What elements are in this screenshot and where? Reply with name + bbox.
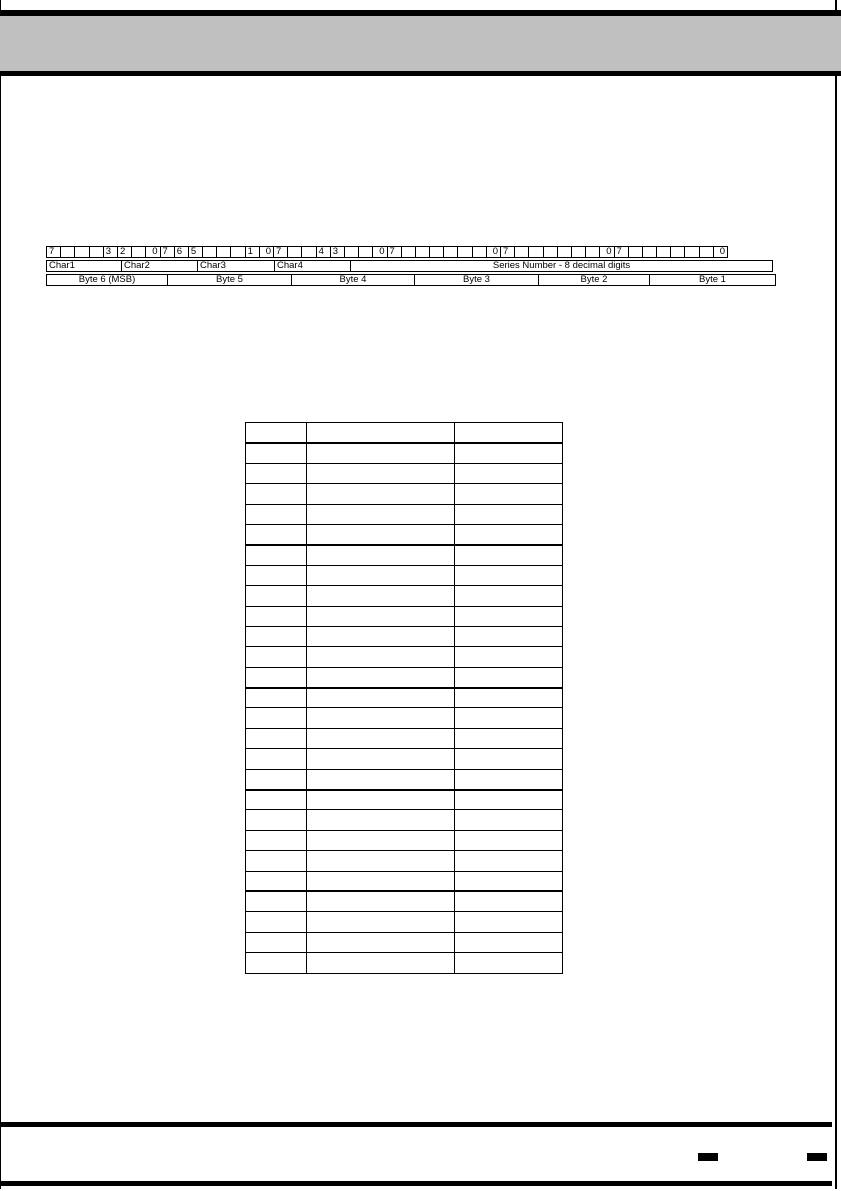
table-cell xyxy=(246,484,307,504)
table-row xyxy=(246,851,563,871)
table-cell xyxy=(246,810,307,830)
table-cell xyxy=(455,708,563,728)
table-row xyxy=(246,953,563,973)
table-cell xyxy=(307,851,455,871)
bit-cell xyxy=(585,246,600,258)
table-cell xyxy=(307,626,455,646)
table-row xyxy=(246,423,563,443)
table-cell xyxy=(246,606,307,626)
table-row xyxy=(246,484,563,504)
table-cell xyxy=(455,953,563,973)
table-row xyxy=(246,769,563,789)
footer-mark-right xyxy=(807,1153,827,1161)
table-cell xyxy=(455,749,563,769)
table-cell xyxy=(455,830,563,850)
bit-cell xyxy=(670,246,685,258)
table-cell xyxy=(307,443,455,463)
table-row xyxy=(246,688,563,708)
bit-cell: 7 xyxy=(46,246,61,258)
table-cell xyxy=(307,667,455,687)
bit-cell xyxy=(528,246,543,258)
table-cell xyxy=(455,647,563,667)
byte-2: Byte 2 xyxy=(538,274,650,286)
table-cell xyxy=(307,790,455,810)
bit-cell: 7 xyxy=(614,246,629,258)
bit-cell xyxy=(301,246,316,258)
table-cell xyxy=(246,565,307,585)
table-cell xyxy=(307,953,455,973)
bit-cell: 1 xyxy=(245,246,260,258)
table-cell xyxy=(455,728,563,748)
bit-cell xyxy=(202,246,217,258)
table-cell xyxy=(455,423,563,443)
table-cell xyxy=(455,463,563,483)
bit-cell xyxy=(216,246,231,258)
table-cell xyxy=(246,626,307,646)
table-cell xyxy=(307,688,455,708)
table-cell xyxy=(455,545,563,565)
table-cell xyxy=(246,932,307,952)
bit-cell xyxy=(131,246,146,258)
bit-cell: 0 xyxy=(259,246,274,258)
table-cell xyxy=(455,688,563,708)
table-cell xyxy=(455,504,563,524)
table-cell xyxy=(307,769,455,789)
table-cell xyxy=(307,463,455,483)
table-cell xyxy=(246,769,307,789)
table-cell xyxy=(307,545,455,565)
table-row xyxy=(246,912,563,932)
bit-cell xyxy=(557,246,572,258)
table-cell xyxy=(307,586,455,606)
empty-table xyxy=(245,422,563,974)
bit-cell xyxy=(699,246,714,258)
field-char3: Char3 xyxy=(197,260,275,272)
field-char4: Char4 xyxy=(274,260,351,272)
field-char1: Char1 xyxy=(46,260,122,272)
bit-cell xyxy=(571,246,586,258)
table-cell xyxy=(246,851,307,871)
table-cell xyxy=(246,524,307,544)
bit-cell: 5 xyxy=(188,246,203,258)
table-cell xyxy=(246,647,307,667)
byte-1: Byte 1 xyxy=(649,274,776,286)
bit-cell: 0 xyxy=(486,246,501,258)
table-row xyxy=(246,749,563,769)
byte-4: Byte 4 xyxy=(291,274,415,286)
table-cell xyxy=(246,708,307,728)
table-cell xyxy=(246,912,307,932)
table-cell xyxy=(246,688,307,708)
table-cell xyxy=(455,810,563,830)
bit-cell xyxy=(642,246,657,258)
table-cell xyxy=(307,647,455,667)
byte-6: Byte 6 (MSB) xyxy=(46,274,168,286)
bit-cell xyxy=(543,246,558,258)
bit-cell xyxy=(656,246,671,258)
table-cell xyxy=(455,871,563,891)
byte-3: Byte 3 xyxy=(414,274,539,286)
bit-cell: 0 xyxy=(599,246,614,258)
table-cell xyxy=(246,891,307,911)
footer-mark-left xyxy=(698,1153,718,1161)
table-row xyxy=(246,871,563,891)
table-cell xyxy=(307,708,455,728)
table-row xyxy=(246,790,563,810)
table-cell xyxy=(307,810,455,830)
bit-cell xyxy=(358,246,373,258)
table-cell xyxy=(307,891,455,911)
table-cell xyxy=(307,524,455,544)
table-cell xyxy=(307,749,455,769)
table-cell xyxy=(307,606,455,626)
table-cell xyxy=(246,504,307,524)
table-cell xyxy=(246,545,307,565)
table-row xyxy=(246,504,563,524)
bit-cell xyxy=(415,246,430,258)
table-cell xyxy=(455,443,563,463)
table-cell xyxy=(455,769,563,789)
table-cell xyxy=(307,728,455,748)
bit-cell: 3 xyxy=(103,246,118,258)
bit-cell: 6 xyxy=(174,246,189,258)
table-cell xyxy=(246,790,307,810)
table-cell xyxy=(455,932,563,952)
bit-cell: 4 xyxy=(316,246,331,258)
bit-cell: 7 xyxy=(273,246,288,258)
table-cell xyxy=(246,953,307,973)
bit-cell xyxy=(401,246,416,258)
table-cell xyxy=(246,423,307,443)
table-row xyxy=(246,891,563,911)
bit-cell xyxy=(514,246,529,258)
table-cell xyxy=(307,484,455,504)
bit-cell: 7 xyxy=(500,246,515,258)
bit-cell xyxy=(443,246,458,258)
bit-cell xyxy=(472,246,487,258)
table-cell xyxy=(246,586,307,606)
table-cell xyxy=(455,851,563,871)
table-row xyxy=(246,524,563,544)
table-cell xyxy=(307,932,455,952)
field-char2: Char2 xyxy=(121,260,198,272)
table-row xyxy=(246,830,563,850)
table-row xyxy=(246,463,563,483)
bit-cell xyxy=(230,246,245,258)
table-row xyxy=(246,810,563,830)
table-cell xyxy=(307,565,455,585)
table-cell xyxy=(307,423,455,443)
table-cell xyxy=(455,524,563,544)
table-cell xyxy=(455,565,563,585)
footer-rule-bottom xyxy=(0,1181,832,1186)
table-row xyxy=(246,728,563,748)
table-cell xyxy=(307,504,455,524)
table-row xyxy=(246,443,563,463)
table-cell xyxy=(246,667,307,687)
table-cell xyxy=(307,871,455,891)
byte-5: Byte 5 xyxy=(167,274,292,286)
bit-cell: 7 xyxy=(160,246,175,258)
table-cell xyxy=(455,912,563,932)
byte-row xyxy=(46,274,776,286)
table-cell xyxy=(307,912,455,932)
table-row xyxy=(246,606,563,626)
bit-cell xyxy=(684,246,699,258)
footer-rule-top xyxy=(0,1122,832,1127)
table-row xyxy=(246,708,563,728)
table-cell xyxy=(307,830,455,850)
bit-cell xyxy=(429,246,444,258)
bit-cell: 0 xyxy=(713,246,728,258)
table-cell xyxy=(455,667,563,687)
table-row xyxy=(246,626,563,646)
bit-cell: 7 xyxy=(387,246,402,258)
table-cell xyxy=(455,484,563,504)
bit-cell xyxy=(457,246,472,258)
table-cell xyxy=(455,790,563,810)
bit-cell xyxy=(89,246,104,258)
bit-cell: 3 xyxy=(330,246,345,258)
table-cell xyxy=(246,749,307,769)
table-row xyxy=(246,932,563,952)
bit-number-row xyxy=(46,246,728,258)
table-cell xyxy=(455,626,563,646)
table-row xyxy=(246,565,563,585)
table-cell xyxy=(246,463,307,483)
bit-cell xyxy=(344,246,359,258)
bit-cell xyxy=(287,246,302,258)
table-cell xyxy=(455,606,563,626)
table-cell xyxy=(246,830,307,850)
table-cell xyxy=(246,728,307,748)
header-band xyxy=(0,10,841,76)
bit-cell: 2 xyxy=(117,246,132,258)
field-row xyxy=(46,260,773,272)
table-row xyxy=(246,667,563,687)
bit-cell: 0 xyxy=(372,246,387,258)
bit-cell xyxy=(74,246,89,258)
field-series-number: Series Number - 8 decimal digits xyxy=(350,260,773,272)
bit-cell xyxy=(60,246,75,258)
bit-cell xyxy=(628,246,643,258)
table-row xyxy=(246,586,563,606)
table-cell xyxy=(455,586,563,606)
bit-cell: 0 xyxy=(145,246,160,258)
table-row xyxy=(246,647,563,667)
table-cell xyxy=(455,891,563,911)
table-cell xyxy=(246,871,307,891)
table-row xyxy=(246,545,563,565)
table-cell xyxy=(246,443,307,463)
